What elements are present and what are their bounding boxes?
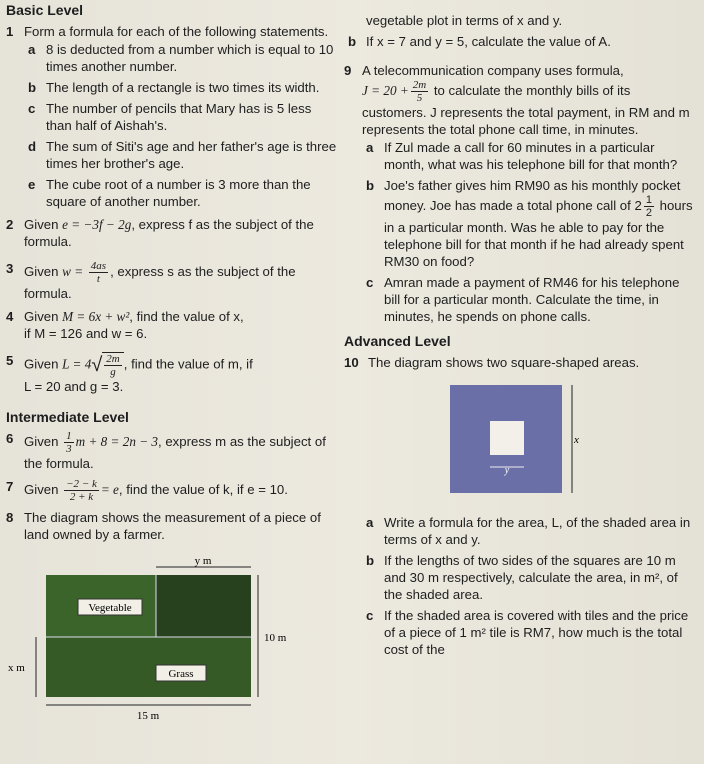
question-2: 2 Given e = −3f − 2g, express f as the subject of the formula. (6, 217, 314, 249)
question-10: 10 The diagram shows two square-shaped areas. x y a Write a formula for the area, L, of the shaded area in terms of x and y. b If the lengths of two sides of the squares are 10 m and 30 m respectively, calculate the area, in m², of the shaded area. c If the shaded area is covered with tiles and the price of a piece of 1 m² tile is RM7, how much is the total cost of the (344, 354, 698, 658)
land-diagram (6, 555, 336, 725)
question-text: Form a formula for each of the following statements. (24, 24, 329, 39)
q10-item-b: b If the lengths of two sides of the squares are 10 m and 30 m respectively, calculate the area, in m², of the shaded area. (366, 553, 678, 602)
y-label: y (504, 465, 510, 476)
x-label: x (574, 434, 579, 446)
q1-item-d: d The sum of Siti's age and her father's age is three times her brother's age. (28, 139, 337, 171)
q10-item-a: a Write a formula for the area, L, of the shaded area in terms of x and y. (366, 515, 691, 547)
q1b-continuation: vegetable plot in terms of x and y. (366, 13, 563, 28)
fraction: $\frac{4as}{t}$ (90, 260, 107, 285)
question-4: 4 Given M = 6x + w², find the value of x, if M = 126 and w = 6. (6, 309, 244, 341)
q10-item-c: c If the shaded area is covered with tiles and the price of a piece of 1 m² tile is RM7, how much is the total cost of the (366, 608, 689, 657)
q1-item-e: e The cube root of a number is 3 more than the square of another number. (28, 177, 311, 209)
shaded-plot (156, 575, 251, 637)
y-dimension-label: y m (194, 555, 212, 567)
formula: e = −3f − 2g (62, 217, 132, 232)
inner-square (490, 421, 524, 455)
question-7: 7 Given $\frac{-2 - k}{2 + k}$ = e, find the value of k, if e = 10. (6, 478, 288, 503)
question-number: 1 (6, 24, 14, 39)
left-column (6, 2, 338, 729)
q1-item-c: c The number of pencils that Mary has is 5 less than half of Aishah's. (28, 101, 312, 133)
intermediate-level-heading: Intermediate Level (6, 409, 129, 425)
q9-item-b: b Joe's father gives him RM90 as his monthly pocket money. Joe has made a total phone call of 2 $\frac{1}{2}$ hours in a particular month. Was he able to pay for the telephone bill for that month if he had already spent RM30 on food? (366, 178, 693, 269)
q1-item-a: a 8 is deducted from a number which is equal to 10 times another number. (28, 42, 334, 74)
squares-diagram (440, 375, 580, 505)
square-root: √ $\frac{2m}{g}$ (91, 352, 123, 378)
question-6: 6 Given $\frac{1}{3}$ m + 8 = 2n − 3, express m as the subject of the formula. (6, 430, 326, 471)
basic-level-heading: Basic Level (6, 2, 84, 18)
right-column (344, 2, 698, 664)
fifteen-m-dimension-label: 15 m (136, 710, 160, 722)
q1b-item: b If x = 7 and y = 5, calculate the value of A. (348, 34, 611, 49)
question-3: 3 Given w = $\frac{4as}{t}$ , express s as the subject of the formula. (6, 260, 296, 301)
grass-plot (46, 637, 251, 697)
question-9: 9 A telecommunication company uses formula, J = 20 + $\frac{2m}{5}$ to calculate the monthly bills of its customers. J represents the total payment, in RM and m represents the total phone call time, in minutes. a If Zul made a call for 60 minutes in a particular month, what was his telephone bill for that month? b Joe's father gives him RM90 as his monthly pocket money. Joe has made a total phone call of 2 $\frac{1}{2}$ hours in a particular month. Was he able to pay for the telephone bill for that month if he had already spent RM30 on food? c Amran made a payment of RM46 for his telephone bill for a particular month. Calculate the time, in minutes, he spends on phone calls. (344, 62, 698, 325)
q9-item-c: c Amran made a payment of RM46 for his telephone bill for a particular month. Calculate the time, in minutes, he spends on phone calls. (366, 275, 680, 324)
advanced-level-heading: Advanced Level (344, 333, 451, 349)
q9-item-a: a If Zul made a call for 60 minutes in a particular month, what was his telephone bill for that month? (366, 140, 678, 172)
vegetable-label: Vegetable (88, 602, 132, 614)
question-5: 5 Given L = 4 √ $\frac{2m}{g}$ , find the value of m, if L = 20 and g = 3. (6, 353, 253, 394)
question-8: 8 The diagram shows the measurement of a piece of land owned by a farmer. (6, 510, 321, 542)
grass-label: Grass (168, 668, 194, 680)
question-1 (6, 23, 338, 210)
ten-m-dimension-label: 10 m (264, 632, 287, 644)
q1-item-b: b The length of a rectangle is two times its width. (28, 80, 320, 95)
x-dimension-label: x m (8, 662, 25, 674)
